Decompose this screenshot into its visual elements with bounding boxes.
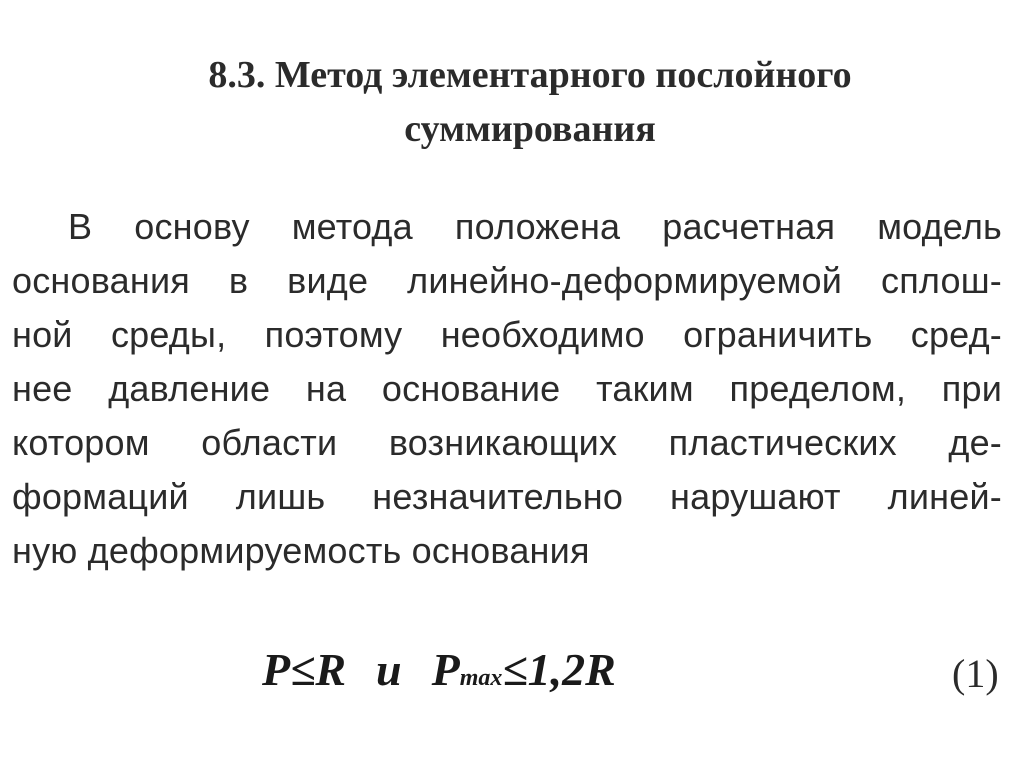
formula-p2: P: [431, 644, 460, 695]
equation-number: (1): [952, 651, 999, 696]
title-line-1: 8.3. Метод элементарного послойного: [208, 54, 852, 96]
paragraph-line-3: ной среды, поэтому необходимо ограничить сред-: [12, 314, 1002, 355]
paragraph-line-2: основания в виде линейно-деформируемой сплош-: [12, 260, 1002, 301]
formula-p1: P: [262, 644, 291, 695]
slide-title: [100, 48, 960, 156]
formula-value: 1,2R: [527, 644, 616, 695]
paragraph-line-5: котором области возникающих пластических де-: [12, 422, 1002, 463]
formula-r1: R: [315, 644, 347, 695]
formula-le2: ≤: [502, 644, 528, 695]
formula-le1: ≤: [290, 644, 316, 695]
paragraph-line-6: формаций лишь незначительно нарушают линей-: [12, 476, 1002, 517]
paragraph-line-1: В основу метода положена расчетная модель: [68, 206, 1002, 247]
formula: [262, 640, 616, 708]
title-line-2: суммирования: [404, 108, 656, 150]
paragraph-line-7: ную деформируемость основания: [12, 530, 590, 571]
body-paragraph: [12, 200, 1002, 578]
formula-conjunction: и: [376, 644, 402, 695]
paragraph-line-4: нее давление на основание таким пределом, при: [12, 368, 1002, 409]
formula-subscript-max: max: [459, 665, 503, 691]
